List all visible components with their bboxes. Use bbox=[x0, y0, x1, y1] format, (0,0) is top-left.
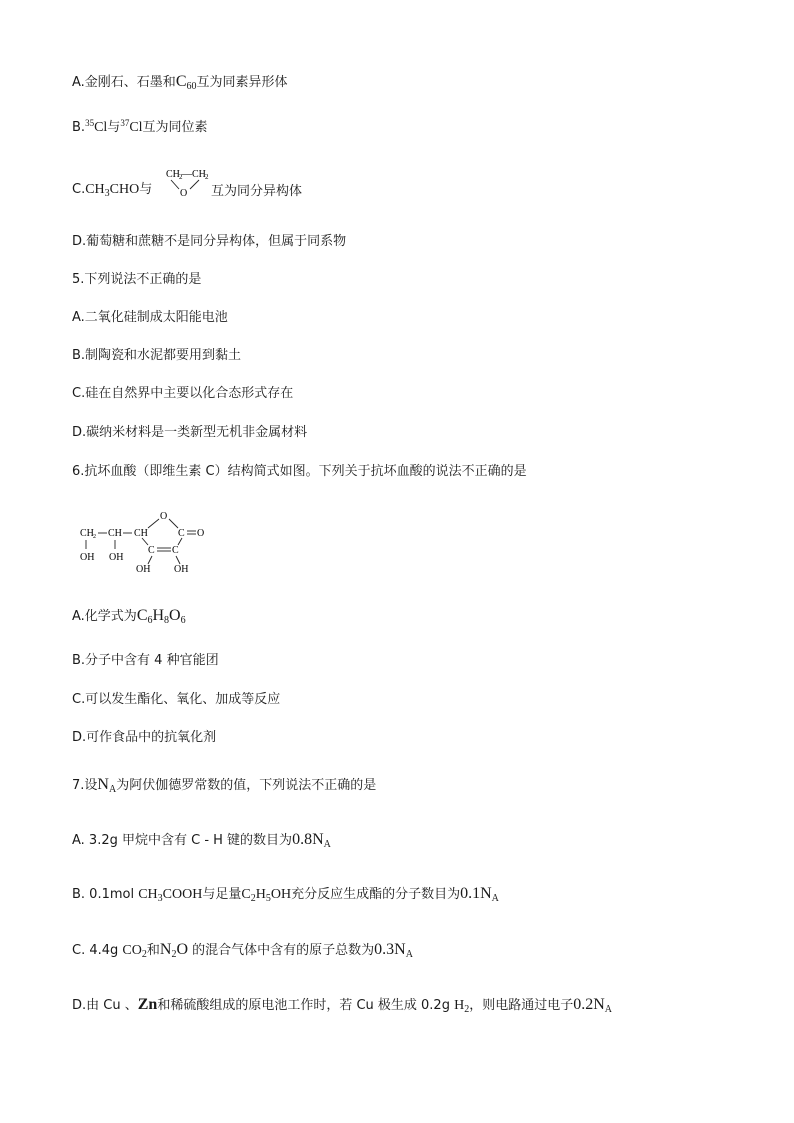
formula-c6h8o6: $C_6H_8O_6$ bbox=[136, 607, 186, 626]
q6-option-a: A.化学式为$C_6H_8O_6$ bbox=[72, 607, 186, 626]
oh-4: OH bbox=[174, 564, 189, 575]
q4-option-c-tail: 互为同分异构体 bbox=[211, 184, 303, 199]
cl35-isotope: $^{35}$Cl bbox=[85, 118, 108, 135]
q7-option-c: C. 4.4g $CO_2$和$N_2O$ 的混合气体中含有的原子总数为$0.3N_A$ bbox=[72, 941, 413, 960]
q7-stem: 7.设$N_A$为阿伏伽德罗常数的值，下列说法不正确的是 bbox=[72, 776, 377, 795]
q5-option-a: A.二氧化硅制成太阳能电池 bbox=[72, 310, 228, 325]
ethanol-formula: $C_2H_5OH$ bbox=[241, 887, 292, 904]
q6-stem: 6.抗坏血酸（即维生素 C）结构简式如图。下列关于抗坏血酸的说法不正确的是 bbox=[72, 464, 527, 479]
c-carbonyl: C bbox=[178, 528, 185, 539]
q5-option-d: D.碳纳米材料是一类新型无机非金属材料 bbox=[72, 425, 308, 440]
h2-formula: $H_2$ bbox=[454, 998, 470, 1015]
q7-c-value: $0.3N_A$ bbox=[374, 941, 413, 960]
ascorbic-acid-structure bbox=[78, 505, 218, 575]
q7-d-value: $0.2N_A$ bbox=[573, 996, 613, 1015]
q7-option-a: A. 3.2g 甲烷中含有 C - H 键的数目为$0.8N_A$ bbox=[72, 831, 331, 850]
q4-option-d: D.葡萄糖和蔗糖不是同分异构体，但属于同系物 bbox=[72, 234, 347, 249]
ring-o: O bbox=[160, 511, 168, 522]
ch-ring-group: CH bbox=[134, 528, 148, 539]
oh-3: OH bbox=[136, 564, 151, 575]
ch2-group: CH bbox=[80, 528, 94, 539]
acetic-acid-formula: $CH_3COOH$ bbox=[138, 887, 203, 904]
ring-ch2-right-sub: 2 bbox=[205, 173, 209, 181]
q6-option-c: C.可以发生酯化、氧化、加成等反应 bbox=[72, 692, 281, 707]
q7-a-value: $0.8N_A$ bbox=[292, 831, 331, 850]
q4-option-a: A.金刚石、石墨和$C_{60}$互为同素异形体 bbox=[72, 73, 288, 92]
ring-ch2-left-sub: 2 bbox=[179, 173, 183, 181]
c-enol-right: C bbox=[172, 545, 179, 556]
q6-option-d: D.可作食品中的抗氧化剂 bbox=[72, 730, 217, 745]
q7-b-value: $0.1N_A$ bbox=[460, 885, 499, 904]
c-enol-left: C bbox=[148, 545, 155, 556]
q6-option-b: B.分子中含有 4 种官能团 bbox=[72, 653, 219, 668]
zinc-symbol: Zn bbox=[137, 996, 158, 1013]
oh-2: OH bbox=[109, 552, 124, 563]
q4-option-c: $C.CH_3CHO$与 bbox=[72, 182, 153, 199]
ring-ch2-right: CH bbox=[192, 169, 206, 180]
ring-oxygen: O bbox=[180, 188, 188, 199]
c60-formula: $C_{60}$ bbox=[175, 73, 197, 92]
oh-1: OH bbox=[80, 552, 95, 563]
o-carbonyl: O bbox=[197, 528, 205, 539]
n2o-formula: $N_2O$ bbox=[159, 941, 188, 960]
q5-stem: 5.下列说法不正确的是 bbox=[72, 272, 202, 287]
q4-option-b: B.$^{35}$Cl与$^{37}$Cl互为同位素 bbox=[72, 118, 208, 135]
cl37-isotope: $^{37}$Cl bbox=[120, 118, 143, 135]
q7-option-b: B. 0.1mol $CH_3COOH$与足量$C_2H_5OH$充分反应生成酯的分子数目为$0.1N_A$ bbox=[72, 885, 499, 904]
q5-option-b: B.制陶瓷和水泥都要用到黏土 bbox=[72, 348, 242, 363]
avogadro-symbol: $N_A$ bbox=[97, 776, 117, 795]
acetaldehyde-formula: $CH_3CHO$ bbox=[85, 182, 140, 199]
q7-option-d: D.由 Cu 、Zn和稀硫酸组成的原电池工作时，若 Cu 极生成 0.2g $H_2$，则电路通过电子$0.2N_A$ bbox=[72, 996, 613, 1015]
ethylene-oxide-structure bbox=[160, 165, 210, 201]
q5-option-c: C.硅在自然界中主要以化合态形式存在 bbox=[72, 386, 294, 401]
ch2-sub: 2 bbox=[93, 534, 96, 540]
co2-formula: $CO_2$ bbox=[122, 943, 147, 960]
ring-dash: — bbox=[182, 169, 192, 180]
ch-group: CH bbox=[108, 528, 122, 539]
ring-ch2-left: CH bbox=[166, 169, 180, 180]
